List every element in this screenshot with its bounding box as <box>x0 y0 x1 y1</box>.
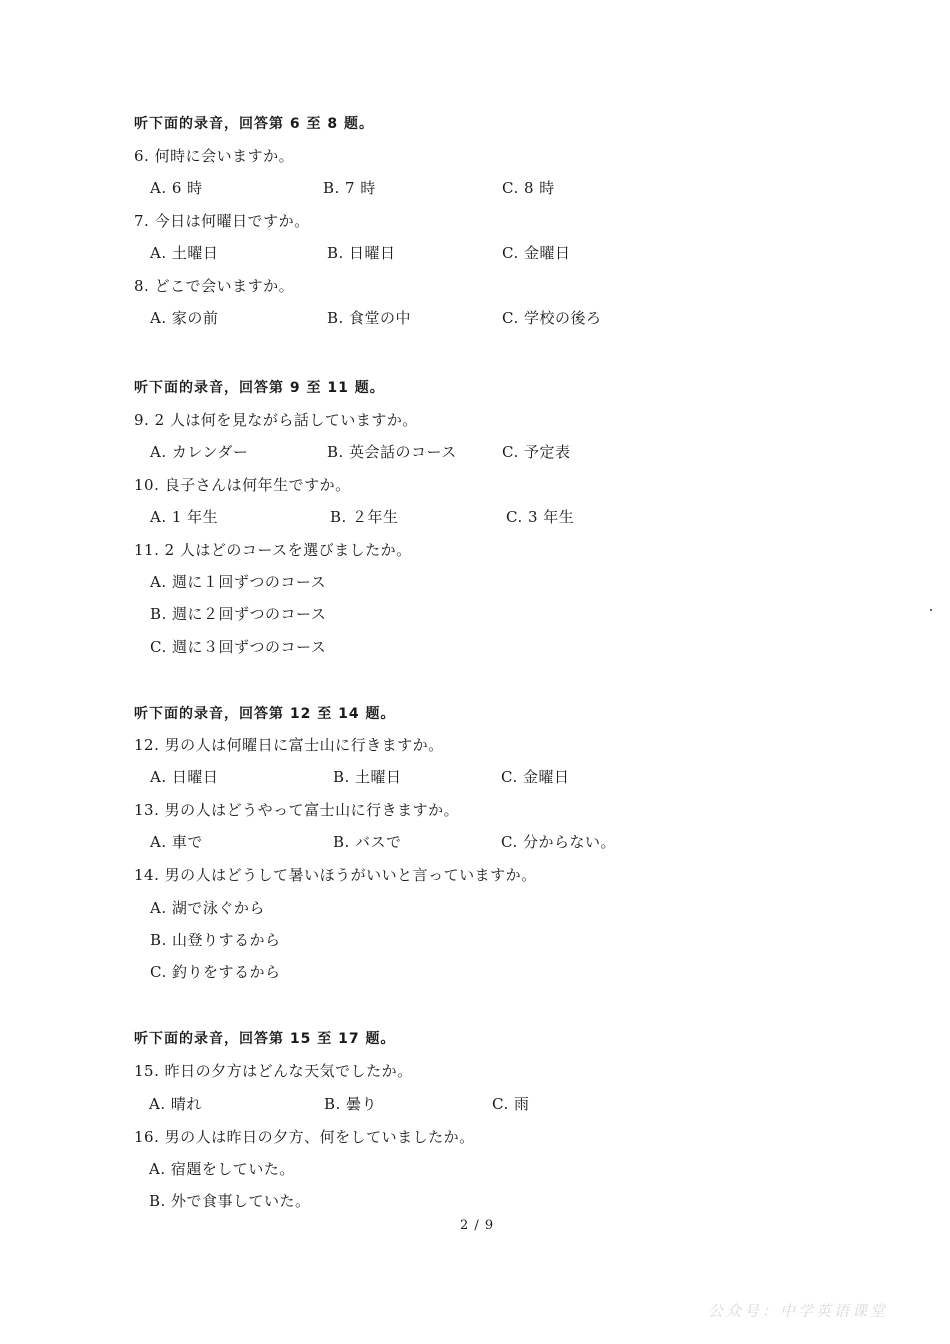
question-7: 7. 今日は何曜日ですか。 <box>134 212 310 230</box>
section-header: 听下面的录音，回答第 12 至 14 题。 <box>134 706 396 722</box>
option-11b: B. 週に２回ずつのコース <box>150 605 327 623</box>
question-12: 12. 男の人は何曜日に富士山に行きますか。 <box>134 736 444 754</box>
question-10: 10. 良子さんは何年生ですか。 <box>134 476 351 494</box>
section-header: 听下面的录音，回答第 6 至 8 题。 <box>134 116 374 132</box>
option-9a: A. カレンダー <box>150 443 249 461</box>
option-10c: C. 3 年生 <box>506 508 575 526</box>
question-8: 8. どこで会いますか。 <box>134 277 295 295</box>
option-8c: C. 学校の後ろ <box>502 309 602 327</box>
option-14a: A. 湖で泳ぐから <box>150 899 265 917</box>
option-8b: B. 食堂の中 <box>327 309 412 327</box>
option-11a: A. 週に１回ずつのコース <box>150 573 327 591</box>
section-header: 听下面的录音，回答第 9 至 11 题。 <box>134 380 385 396</box>
option-15b: B. 曇り <box>324 1095 378 1113</box>
option-13a: A. 車で <box>150 833 203 851</box>
option-7b: B. 日曜日 <box>327 244 396 262</box>
option-14b: B. 山登りするから <box>150 931 281 949</box>
option-12b: B. 土曜日 <box>333 768 402 786</box>
option-6a: A. 6 時 <box>150 179 203 197</box>
option-12c: C. 金曜日 <box>501 768 570 786</box>
question-16: 16. 男の人は昨日の夕方、何をしていましたか。 <box>134 1128 475 1146</box>
option-14c: C. 釣りをするから <box>150 963 281 981</box>
option-16a: A. 宿題をしていた。 <box>149 1160 295 1178</box>
question-15: 15. 昨日の夕方はどんな天気でしたか。 <box>134 1062 413 1080</box>
scan-speck <box>930 609 932 611</box>
option-11c: C. 週に３回ずつのコース <box>150 638 327 656</box>
option-8a: A. 家の前 <box>150 309 219 327</box>
option-9c: C. 予定表 <box>502 443 571 461</box>
section-header: 听下面的录音，回答第 15 至 17 题。 <box>134 1031 396 1047</box>
question-6: 6. 何時に会いますか。 <box>134 147 295 165</box>
option-10b: B. ２年生 <box>330 508 399 526</box>
option-6b: B. 7 時 <box>323 179 376 197</box>
option-13c: C. 分からない。 <box>501 833 616 851</box>
question-11: 11. 2 人はどのコースを選びましたか。 <box>134 541 412 559</box>
question-13: 13. 男の人はどうやって富士山に行きますか。 <box>134 801 460 819</box>
question-9: 9. 2 人は何を見ながら話していますか。 <box>134 411 418 429</box>
option-15a: A. 晴れ <box>149 1095 202 1113</box>
option-7c: C. 金曜日 <box>502 244 571 262</box>
option-13b: B. バスで <box>333 833 402 851</box>
question-14: 14. 男の人はどうして暑いほうがいいと言っていますか。 <box>134 866 537 884</box>
option-10a: A. 1 年生 <box>150 508 219 526</box>
option-9b: B. 英会話のコース <box>327 443 457 461</box>
option-16b: B. 外で食事していた。 <box>149 1192 311 1210</box>
option-12a: A. 日曜日 <box>150 768 219 786</box>
option-6c: C. 8 時 <box>502 179 555 197</box>
option-15c: C. 雨 <box>492 1095 530 1113</box>
option-7a: A. 土曜日 <box>150 244 219 262</box>
watermark: 公众号：中学英语课堂 <box>708 1302 889 1320</box>
page-number: 2 / 9 <box>460 1218 495 1233</box>
